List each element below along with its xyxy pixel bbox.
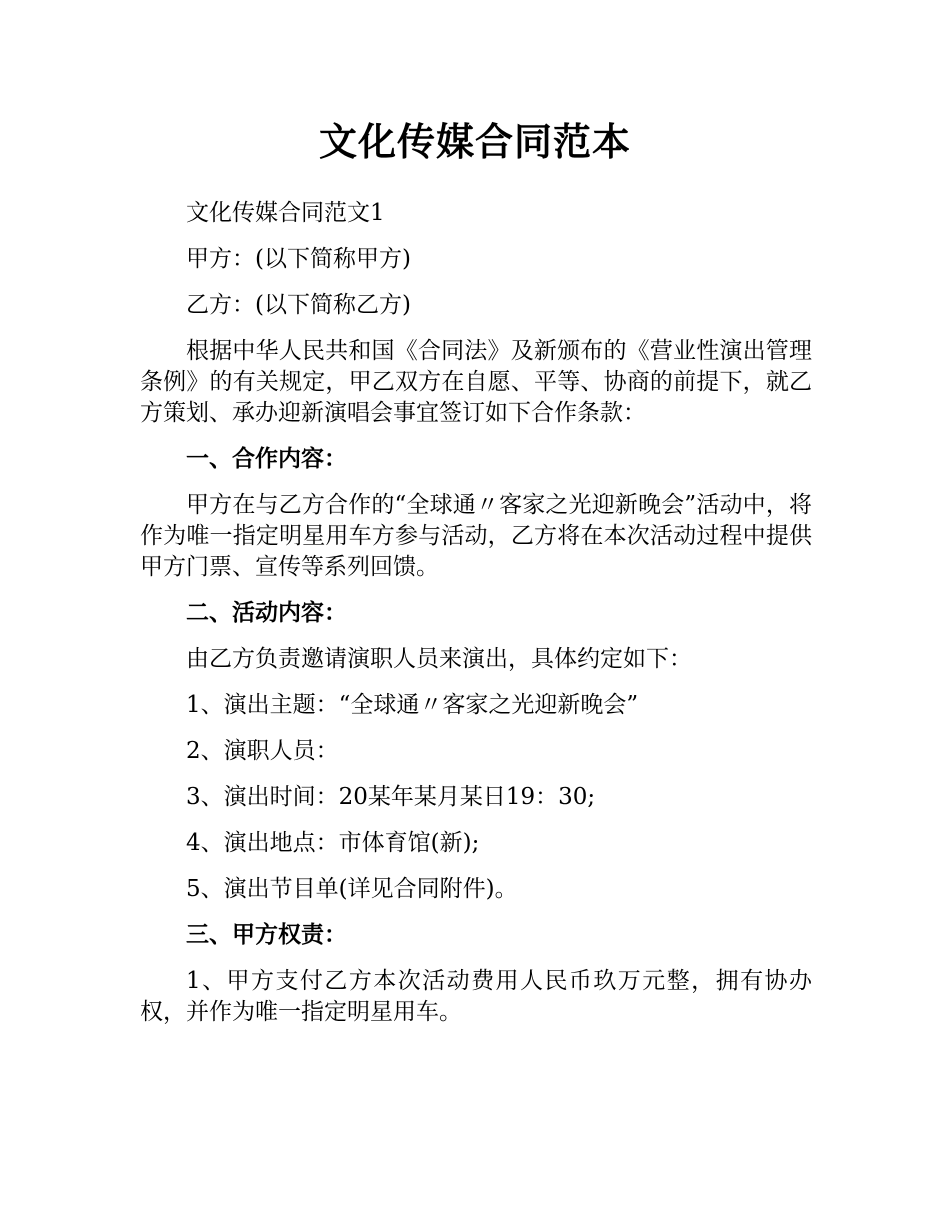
section-heading-party-a-rights: 三、甲方权责：: [186, 922, 347, 948]
list-item-time: 3、演出时间：20某年某月某日19：30;: [186, 784, 596, 810]
section-heading-activity: 二、活动内容：: [186, 600, 347, 626]
party-a-rights-item-1: 1、甲方支付乙方本次活动费用人民币玖万元整，拥有协办权，并作为唯一指定明星用车。: [140, 968, 812, 1025]
document-title: 文化传媒合同范本: [318, 120, 631, 164]
document-body: [140, 198, 812, 1043]
list-item-venue: 4、演出地点：市体育馆(新);: [186, 830, 480, 856]
party-a-line: 甲方：(以下简称甲方): [186, 246, 411, 272]
list-item-program: 5、演出节目单(详见合同附件)。: [186, 876, 518, 902]
preamble-paragraph: 根据中华人民共和国《合同法》及新颁布的《营业性演出管理条例》的有关规定，甲乙双方在自愿、平等、协商的前提下，就乙方策划、承办迎新演唱会事宜签订如下合作条款：: [140, 338, 812, 426]
list-item-theme: 1、演出主题：“全球通〃客家之光迎新晚会”: [186, 692, 639, 718]
paragraph-1: 文化传媒合同范文1: [186, 200, 385, 226]
cooperation-paragraph: 甲方在与乙方合作的“全球通〃客家之光迎新晚会”活动中，将作为唯一指定明星用车方参与活动，乙方将在本次活动过程中提供甲方门票、宣传等系列回馈。: [140, 492, 812, 580]
list-item-performers: 2、演职人员：: [186, 738, 339, 764]
section-heading-cooperation: 一、合作内容：: [186, 446, 347, 472]
party-b-line: 乙方：(以下简称乙方): [186, 292, 411, 318]
activity-intro: 由乙方负责邀请演职人员来演出，具体约定如下：: [186, 646, 692, 672]
